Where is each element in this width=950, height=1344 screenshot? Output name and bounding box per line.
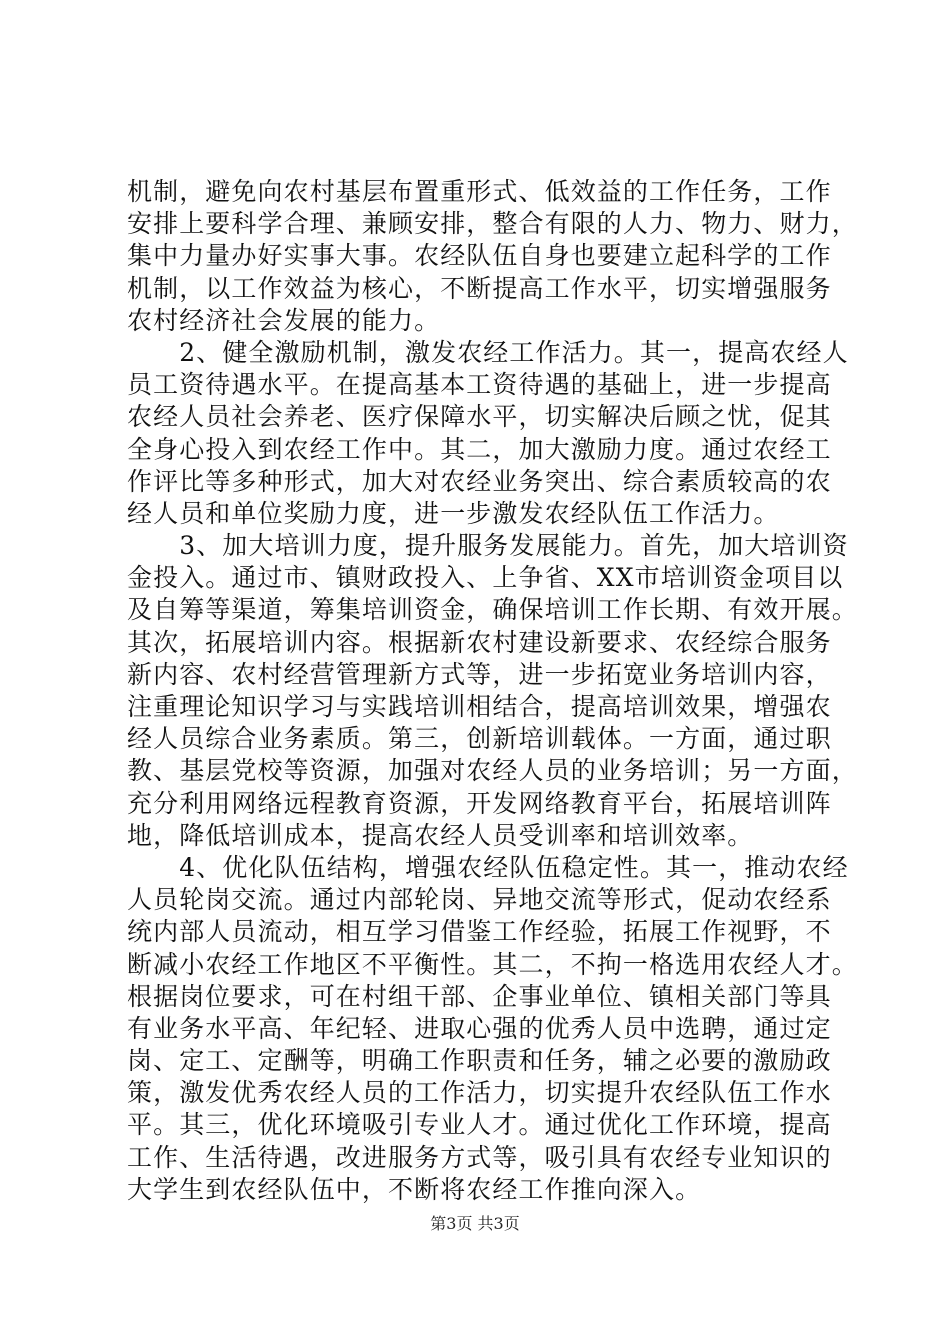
text-line: 断减小农经工作地区不平衡性。其二，不拘一格选用农经人才。 [127, 949, 858, 979]
paragraph-4-start: 4、优化队伍结构，增强农经队伍稳定性。其一，推动农经 [127, 852, 849, 882]
text-line: 金投入。通过市、镇财政投入、上争省、XX市培训资金项目以 [127, 563, 844, 593]
text-line: 策，激发优秀农经人员的工作活力，切实提升农经队伍工作水 [127, 1078, 832, 1108]
text-line: 及自筹等渠道，筹集培训资金，确保培训工作长期、有效开展。 [127, 595, 858, 625]
text-line: 经人员综合业务素质。第三，创新培训载体。一方面，通过职 [127, 724, 832, 754]
body-text [127, 176, 858, 1206]
text-line: 农经人员社会养老、医疗保障水平，切实解决后顾之忧，促其 [127, 402, 832, 432]
text-line: 地，降低培训成本，提高农经人员受训率和培训效率。 [127, 820, 754, 850]
text-line: 教、基层党校等资源，加强对农经人员的业务培训；另一方面， [127, 756, 858, 786]
text-line: 安排上要科学合理、兼顾安排，整合有限的人力、物力、财力， [127, 209, 858, 239]
text-line: 人员轮岗交流。通过内部轮岗、异地交流等形式，促动农经系 [127, 885, 832, 915]
text-line: 工作、生活待遇，改进服务方式等，吸引具有农经专业知识的 [127, 1142, 832, 1172]
text-line: 有业务水平高、年纪轻、进取心强的优秀人员中选聘，通过定 [127, 1013, 832, 1043]
text-line: 充分利用网络远程教育资源，开发网络教育平台，拓展培训阵 [127, 788, 832, 818]
text-line: 作评比等多种形式，加大对农经业务突出、综合素质较高的农 [127, 466, 832, 496]
text-line: 员工资待遇水平。在提高基本工资待遇的基础上，进一步提高 [127, 370, 832, 400]
text-line: 机制，以工作效益为核心，不断提高工作水平，切实增强服务 [127, 273, 832, 303]
text-line: 新内容、农村经营管理新方式等，进一步拓宽业务培训内容， [127, 659, 832, 689]
text-line: 注重理论知识学习与实践培训相结合，提高培训效果，增强农 [127, 692, 832, 721]
paragraph-2-start: 2、健全激励机制，激发农经工作活力。其一，提高农经人 [127, 337, 849, 367]
page-number-footer: 第3页 共3页 [430, 1214, 520, 1233]
text-line: 根据岗位要求，可在村组干部、企事业单位、镇相关部门等具 [127, 981, 832, 1011]
text-line: 经人员和单位奖励力度，进一步激发农经队伍工作活力。 [127, 498, 780, 528]
text-line: 统内部人员流动，相互学习借鉴工作经验，拓展工作视野，不 [127, 917, 832, 947]
text-line: 岗、定工、定酬等，明确工作职责和任务，辅之必要的激励政 [127, 1046, 832, 1076]
text-line: 集中力量办好实事大事。农经队伍自身也要建立起科学的工作 [127, 241, 832, 271]
text-line: 其次，拓展培训内容。根据新农村建设新要求、农经综合服务 [127, 627, 832, 657]
text-line: 农村经济社会发展的能力。 [127, 305, 441, 335]
text-line: 机制，避免向农村基层布置重形式、低效益的工作任务，工作 [127, 177, 832, 206]
paragraph-3-start: 3、加大培训力度，提升服务发展能力。首先，加大培训资 [127, 531, 849, 561]
text-line: 平。其三，优化环境吸引专业人才。通过优化工作环境，提高 [127, 1110, 832, 1140]
text-line: 全身心投入到农经工作中。其二，加大激励力度。通过农经工 [127, 434, 832, 464]
text-line: 大学生到农经队伍中，不断将农经工作推向深入。 [127, 1174, 702, 1204]
